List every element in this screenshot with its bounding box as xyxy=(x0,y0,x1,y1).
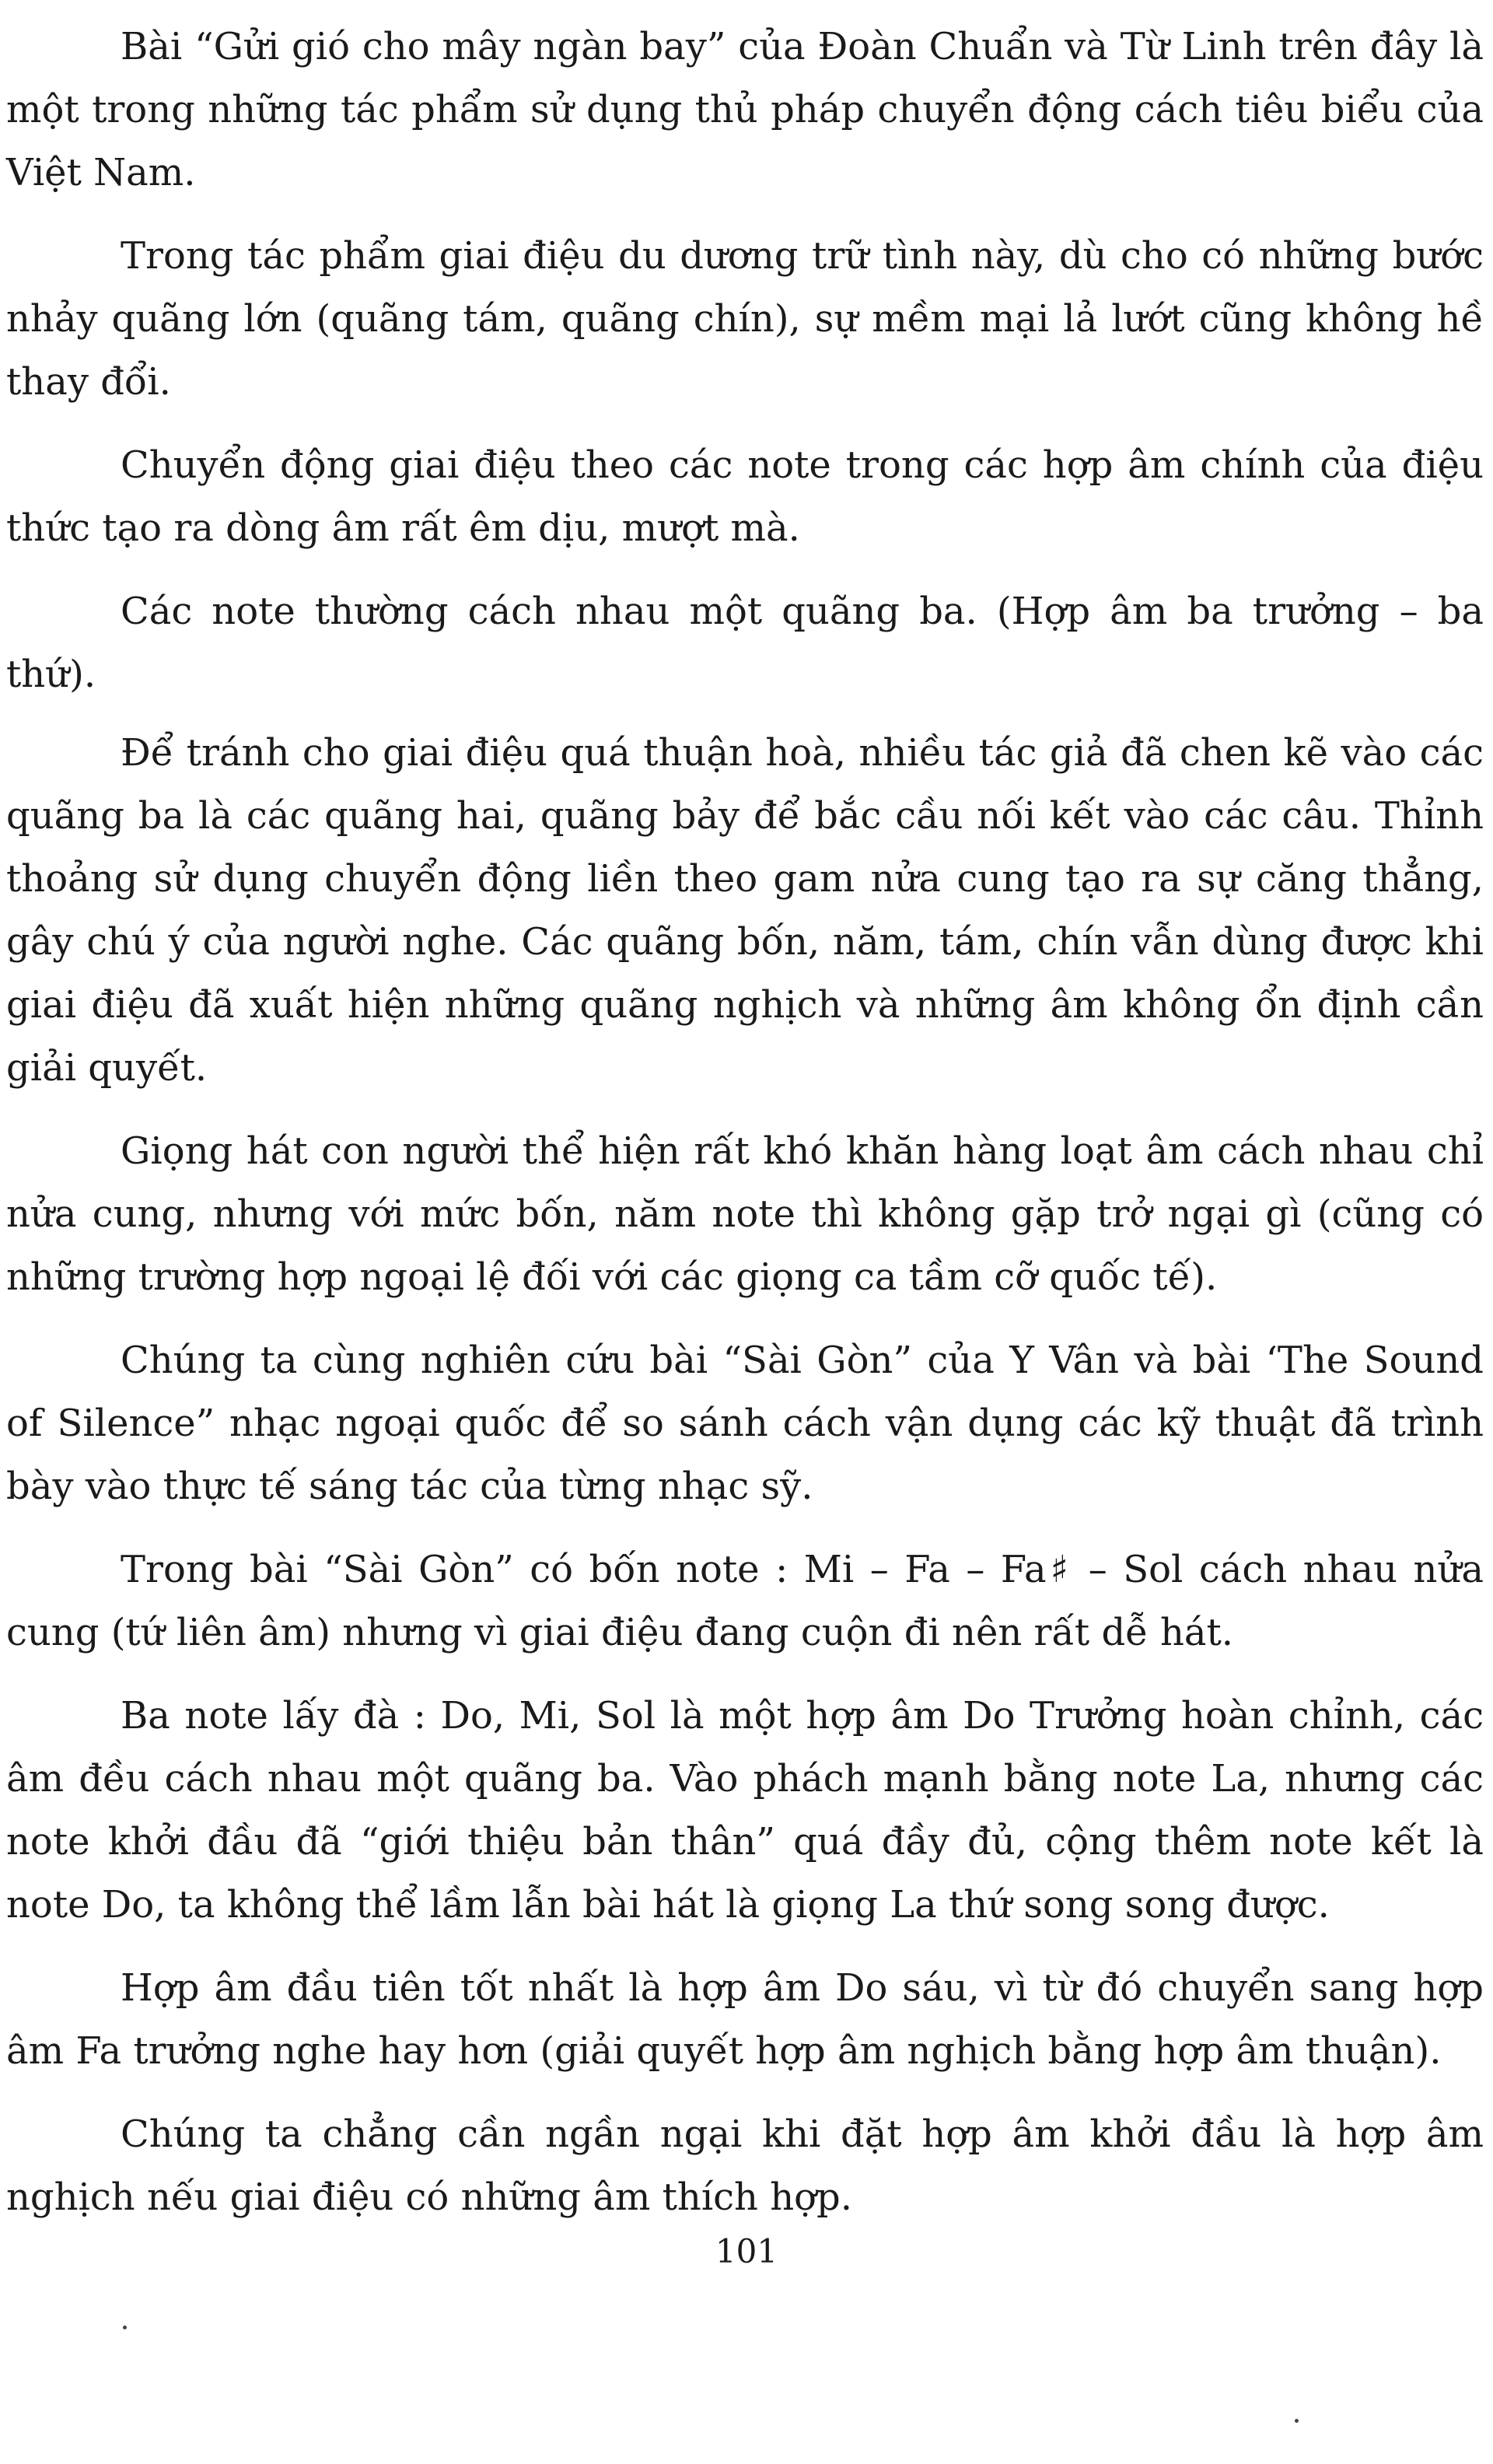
paragraph-5: Để tránh cho giai điệu quá thuận hoà, nhiều tác giả đã chen kẽ vào các quãng ba là các quãng hai, quãng bảy để bắc cầu nối kết vào các câu. Thỉnh thoảng sử dụng chuyển động liền theo gam nửa cung tạo ra sự căng thẳng, gây chú ý của người nghe. Các quãng bốn, năm, tám, chín vẫn dùng được khi giai điệu đã xuất hiện những quãng nghịch và những âm không ổn định cần giải quyết. xyxy=(6,731,1484,1090)
paragraph-7: Chúng ta cùng nghiên cứu bài “Sài Gòn” của Y Vân và bài ‘The Sound of Silence” nhạc ngoại quốc để so sánh cách vận dụng các kỹ thuật đã trình bày vào thực tế sáng tác của từng nhạc sỹ. xyxy=(6,1339,1484,1508)
paragraph-3: Chuyển động giai điệu theo các note trong các hợp âm chính của điệu thức tạo ra dòng âm rất êm dịu, mượt mà. xyxy=(6,443,1484,550)
scan-speck xyxy=(1295,2419,1299,2423)
paragraph-11: Chúng ta chẳng cần ngần ngại khi đặt hợp âm khởi đầu là hợp âm nghịch nếu giai điệu có những âm thích hợp. xyxy=(6,2112,1484,2219)
paragraph-2: Trong tác phẩm giai điệu du dương trữ tình này, dù cho có những bước nhảy quãng lớn (quãng tám, quãng chín), sự mềm mại lả lướt cũng không hề thay đổi. xyxy=(6,234,1484,404)
body-text xyxy=(6,16,1484,2249)
paragraph-1: Bài “Gửi gió cho mây ngàn bay” của Đoàn Chuẩn và Từ Linh trên đây là một trong những tác phẩm sử dụng thủ pháp chuyển động cách tiêu biểu của Việt Nam. xyxy=(6,25,1484,194)
paragraph-10: Hợp âm đầu tiên tốt nhất là hợp âm Do sáu, vì từ đó chuyển sang hợp âm Fa trưởng nghe hay hơn (giải quyết hợp âm nghịch bằng hợp âm thuận). xyxy=(6,1966,1484,2073)
paragraph-8: Trong bài “Sài Gòn” có bốn note : Mi – Fa – Fa♯ – Sol cách nhau nửa cung (tứ liên âm) nhưng vì giai điệu đang cuộn đi nên rất dễ hát. xyxy=(6,1548,1484,1654)
scan-speck xyxy=(123,2326,127,2329)
paragraph-6: Giọng hát con người thể hiện rất khó khăn hàng loạt âm cách nhau chỉ nửa cung, nhưng với mức bốn, năm note thì không gặp trở ngại gì (cũng có những trường hợp ngoại lệ đối với các giọng ca tầm cỡ quốc tế). xyxy=(6,1129,1484,1299)
paragraph-4: Các note thường cách nhau một quãng ba. (Hợp âm ba trưởng – ba thứ). xyxy=(6,590,1484,696)
paragraph-9: Ba note lấy đà : Do, Mi, Sol là một hợp âm Do Trưởng hoàn chỉnh, các âm đều cách nhau một quãng ba. Vào phách mạnh bằng note La, nhưng các note khởi đầu đã “giới thiệu bản thân” quá đầy đủ, cộng thêm note kết là note Do, ta không thể lầm lẫn bài hát là giọng La thứ song song được. xyxy=(6,1694,1484,1927)
page-number: 101 xyxy=(715,2232,778,2270)
